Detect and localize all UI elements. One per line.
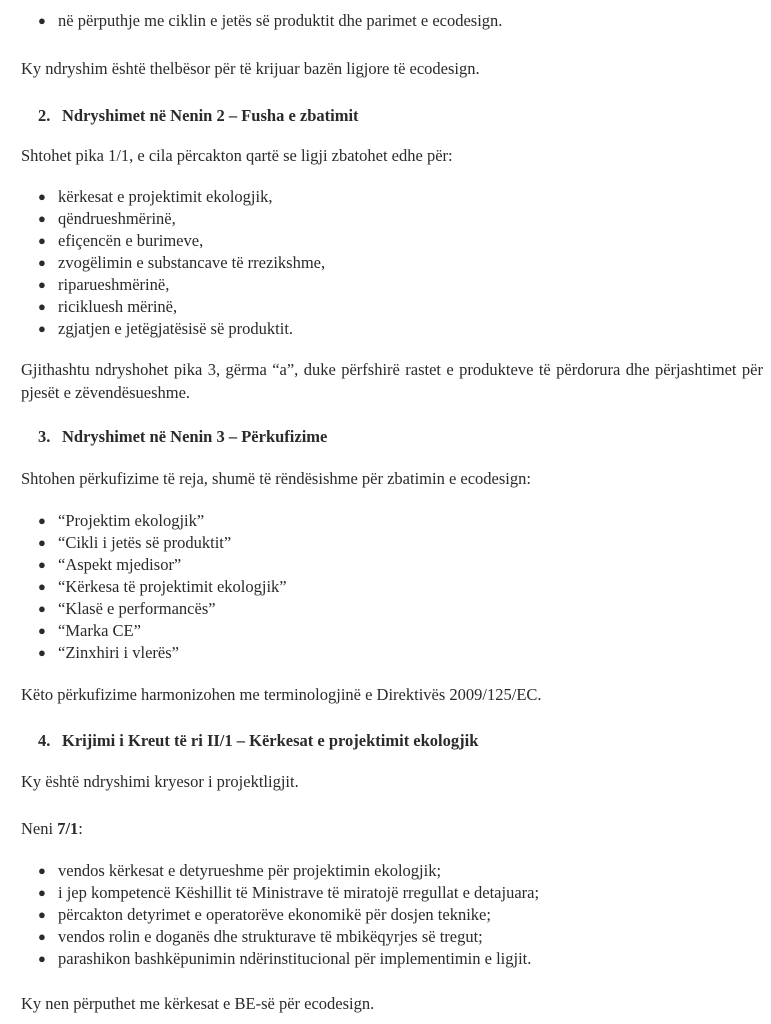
bullet-icon: ● [38,535,46,550]
paragraph: Gjithashtu ndryshohet pika 3, gërma “a”, duke përfshirë rastet e produkteve të përdorura dhe përjashtimet për pjesët e zëvendësueshme. [21,360,763,402]
list-item [38,533,231,553]
list-item-text: në përputhje me ciklin e jetës së produktit dhe parimet e ecodesign. [58,11,503,30]
bullet-icon: ● [38,233,46,248]
article-number: 7/1 [57,819,79,838]
list-item [38,949,531,969]
section-title: Krijimi i Kreut të ri II/1 – Kërkesat e projektimit ekologjik [62,731,479,750]
bullet-icon: ● [38,189,46,204]
list-item-text: vendos rolin e doganës dhe strukturave të mbikëqyrjes së tregut; [58,927,483,946]
list-item-text: “Projektim ekologjik” [58,511,205,530]
list-item-text: zvogëlimin e substancave të rrezikshme, [58,253,326,272]
list-item [38,861,441,881]
list-item-text: parashikon bashkëpunimin ndërinstitucional për implementimin e ligjit. [58,949,532,968]
list-item [38,275,169,295]
list-item-text: “Marka CE” [58,621,141,640]
list-item [38,187,272,207]
list-item-text: “Cikli i jetës së produktit” [58,533,232,552]
bullet-icon: ● [38,907,46,922]
paragraph: Ky ndryshim është thelbësor për të krijuar bazën ligjore të ecodesign. [21,59,480,78]
list-item-text: vendos kërkesat e detyrueshme për projektimin ekologjik; [58,861,442,880]
bullet-icon: ● [38,623,46,638]
bullet-icon: ● [38,951,46,966]
list-item [38,253,325,273]
list-item [38,883,539,903]
article-colon: : [78,819,83,838]
list-item-text: efiçencën e burimeve, [58,231,204,250]
list-item [38,577,287,597]
list-item [38,297,177,317]
bullet-icon: ● [38,645,46,660]
list-item-text: “Zinxhiri i vlerës” [58,643,179,662]
bullet-icon: ● [38,557,46,572]
list-item [38,319,293,339]
list-item-text: “Aspekt mjedisor” [58,555,182,574]
section-heading [38,106,359,126]
article-label [21,819,83,839]
bullet-icon: ● [38,929,46,944]
bullet-icon: ● [38,299,46,314]
list-item [38,231,203,251]
section-heading [38,731,478,751]
bullet-icon: ● [38,863,46,878]
list-item [38,511,204,531]
list-item [38,555,181,575]
paragraph: Ky është ndryshimi kryesor i projektligjit. [21,772,299,791]
section-number: 2. [38,106,51,125]
section-title: Ndryshimet në Nenin 3 – Përkufizime [62,427,328,446]
list-item [38,599,216,619]
bullet-icon: ● [38,601,46,616]
bullet-icon: ● [38,321,46,336]
paragraph: Këto përkufizime harmonizohen me terminologjinë e Direktivës 2009/125/EC. [21,685,542,704]
bullet-icon: ● [38,255,46,270]
list-item [38,209,176,229]
paragraph: Shtohen përkufizime të reja, shumë të rëndësishme për zbatimin e ecodesign: [21,469,531,488]
list-item [38,927,483,947]
list-item-text: kërkesat e projektimit ekologjik, [58,187,273,206]
bullet-icon: ● [38,277,46,292]
list-item-text: përcakton detyrimet e operatorëve ekonomikë për dosjen teknike; [58,905,491,924]
bullet-icon: ● [38,13,46,28]
list-item [38,905,491,925]
section-heading [38,427,327,447]
paragraph: Ky nen përputhet me kërkesat e BE-së për ecodesign. [21,994,375,1013]
section-number: 3. [38,427,51,446]
list-item-text: i jep kompetencë Këshillit të Ministrave të miratojë rregullat e detajuara; [58,883,540,902]
list-item-text: zgjatjen e jetëgjatësisë së produktit. [58,319,294,338]
bullet-icon: ● [38,513,46,528]
list-item-text: ricikluesh mërinë, [58,297,178,316]
article-label-text: Neni [21,819,54,838]
list-item [38,621,141,641]
list-item-text: qëndrueshmërinë, [58,209,176,228]
list-item [38,11,502,31]
list-item [38,643,179,663]
section-number: 4. [38,731,51,750]
bullet-icon: ● [38,885,46,900]
bullet-icon: ● [38,211,46,226]
list-item-text: riparueshmërinë, [58,275,170,294]
list-item-text: “Klasë e performancës” [58,599,216,618]
list-item-text: “Kërkesa të projektimit ekologjik” [58,577,287,596]
bullet-icon: ● [38,579,46,594]
section-title: Ndryshimet në Nenin 2 – Fusha e zbatimit [62,106,359,125]
paragraph: Shtohet pika 1/1, e cila përcakton qartë se ligji zbatohet edhe për: [21,146,453,165]
